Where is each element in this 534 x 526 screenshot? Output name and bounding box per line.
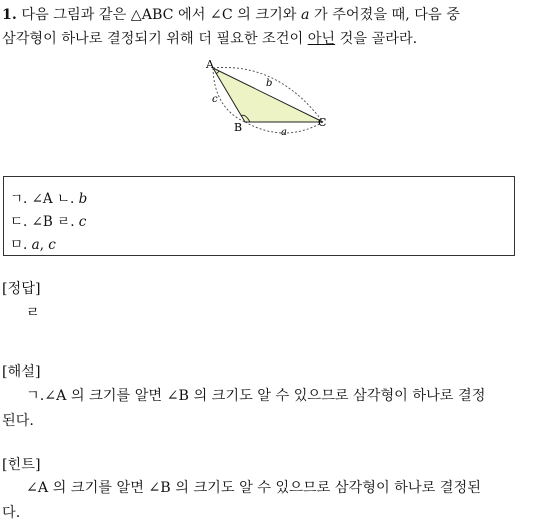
choice-digeut-angle-b: ㄷ. ∠B <box>10 214 58 230</box>
explanation-line-1: ㄱ.∠A 의 크기를 알면 ∠B 의 크기도 알 수 있으므로 삼각형이 하나로 결정 <box>26 388 486 404</box>
hint-line-2: 다. <box>2 505 21 521</box>
triangle-figure <box>200 58 340 142</box>
question-line-1-end: 가 주어졌을 때, 다음 중 <box>309 7 460 23</box>
question-line-2-start: 삼각형이 하나로 결정되기 위해 더 필요한 조건이 <box>2 31 308 47</box>
explanation-line-2: 된다. <box>2 413 34 429</box>
choices-box <box>3 176 515 256</box>
side-label-b: b <box>266 78 273 89</box>
choice-rieul-label: ㄹ. <box>57 214 79 230</box>
vertex-label-c: C <box>318 116 327 129</box>
choice-row-3 <box>10 233 56 253</box>
question-line-2 <box>2 27 530 51</box>
choice-var-c2: c <box>48 237 56 253</box>
question-text <box>2 3 530 51</box>
question-line-2-end: 것을 골라라. <box>335 31 418 47</box>
vertex-label-a: A <box>206 58 214 71</box>
explanation-heading: [해설] <box>2 364 41 380</box>
choice-mieum-label: ㅁ. <box>10 237 32 253</box>
answer-heading: [정답] <box>2 281 41 297</box>
question-number: 1. <box>2 7 17 23</box>
vertex-label-b: B <box>234 121 243 134</box>
hint-line-1: ∠A 의 크기를 알면 ∠B 의 크기도 알 수 있으므로 삼각형이 하나로 결정된 <box>26 480 481 496</box>
explanation-text <box>2 384 532 434</box>
question-line-1-start: 다음 그림과 같은 △ABC 에서 ∠C 의 크기와 <box>21 7 302 23</box>
choice-var-c: c <box>78 214 87 230</box>
variable-a: a <box>301 7 310 23</box>
choice-nieun-label: ㄴ. <box>56 191 79 207</box>
side-label-a: a <box>281 127 287 138</box>
answer-value: ㄹ <box>26 305 40 321</box>
choice-var-a: a <box>31 237 40 253</box>
hint-heading: [힌트] <box>2 457 41 473</box>
choice-giyeok-angle-a: ㄱ. ∠A <box>10 191 57 207</box>
choice-var-b: b <box>78 191 88 207</box>
question-line-1 <box>2 3 530 27</box>
underlined-negation: 아닌 <box>307 31 336 47</box>
choice-row-2 <box>10 210 86 230</box>
side-label-c: c <box>212 94 218 105</box>
choice-separator: , <box>39 237 49 253</box>
choice-row-1 <box>10 187 87 207</box>
